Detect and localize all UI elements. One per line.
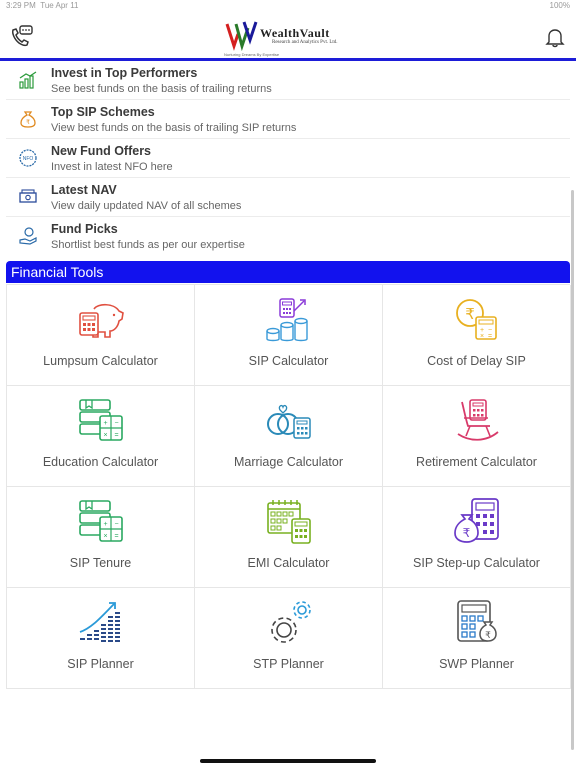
tool-marriage-calculator[interactable]: [195, 386, 383, 487]
tool-education-calculator[interactable]: [7, 386, 195, 487]
tool-retirement-calculator[interactable]: [383, 386, 571, 487]
list-item-desc: See best funds on the basis of trailing returns: [51, 83, 272, 95]
svg-text:+: +: [479, 327, 485, 334]
tool-cost-of-delay-sip[interactable]: [383, 285, 571, 386]
list-item-title: New Fund Offers: [51, 144, 152, 158]
tool-label: SWP Planner: [439, 657, 514, 671]
tool-label: Education Calculator: [42, 455, 159, 469]
tool-swp-planner[interactable]: [383, 588, 571, 689]
list-item-fund-picks[interactable]: [6, 217, 570, 256]
rocking-chair-icon: [452, 396, 502, 444]
tool-label: Marriage Calculator: [233, 455, 344, 469]
svg-text:NFO: NFO: [22, 156, 34, 162]
piggy-calculator-icon: [76, 295, 126, 343]
list-item-top-sip-schemes[interactable]: [6, 100, 570, 139]
tool-sip-stepup-calculator[interactable]: [383, 487, 571, 588]
cash-stack-icon: [18, 187, 38, 207]
list-item-invest-top-performers[interactable]: [6, 61, 570, 100]
tool-stp-planner[interactable]: [195, 588, 383, 689]
hand-coin-icon: [18, 226, 38, 246]
tool-emi-calculator[interactable]: [195, 487, 383, 588]
tool-label: Lumpsum Calculator: [43, 354, 158, 368]
svg-text:−: −: [114, 420, 119, 427]
list-item-desc: Shortlist best funds as per our expertise: [51, 239, 245, 251]
tool-sip-planner[interactable]: [7, 588, 195, 689]
brand-name: WealthVault: [260, 26, 330, 40]
books-calculator-icon: [76, 497, 126, 545]
list-item-title: Top SIP Schemes: [51, 105, 155, 119]
tool-label: Cost of Delay SIP: [427, 354, 526, 368]
tool-sip-tenure[interactable]: [7, 487, 195, 588]
gears-icon: [264, 598, 314, 646]
tool-label: SIP Calculator: [248, 354, 329, 368]
app-header: [0, 12, 576, 60]
list-item-latest-nav[interactable]: [6, 178, 570, 217]
brand-subtitle: Research and Analytics Pvt. Ltd.: [272, 40, 338, 45]
status-battery: 100%: [549, 1, 570, 10]
financial-tools-grid: [6, 284, 570, 689]
svg-text:₹: ₹: [462, 526, 471, 540]
list-item-title: Fund Picks: [51, 222, 118, 236]
phone-chat-icon[interactable]: [8, 24, 34, 50]
svg-text:=: =: [487, 333, 493, 340]
bell-icon[interactable]: [544, 26, 566, 48]
rupee-coin-calculator-icon: [452, 295, 502, 343]
bar-growth-icon: [76, 598, 126, 646]
svg-text:=: =: [114, 533, 119, 540]
tool-label: SIP Tenure: [69, 556, 132, 570]
calendar-calculator-icon: [264, 497, 314, 545]
list-item-desc: View best funds on the basis of trailing SIP returns: [51, 122, 297, 134]
status-time: 3:29 PM Tue Apr 11: [6, 1, 79, 10]
scrollbar[interactable]: [571, 190, 574, 750]
tool-lumpsum-calculator[interactable]: [7, 285, 195, 386]
svg-text:×: ×: [479, 333, 485, 340]
svg-text:+: +: [103, 521, 108, 528]
money-bag-icon: [18, 109, 38, 129]
tool-label: SIP Step-up Calculator: [413, 556, 540, 570]
svg-text:−: −: [487, 327, 493, 334]
svg-text:₹: ₹: [485, 630, 491, 640]
brand-tagline: Nurturing Dreams By Expertise: [224, 52, 280, 57]
tool-label: SIP Planner: [67, 657, 134, 671]
list-item-desc: Invest in latest NFO here: [51, 161, 173, 173]
svg-text:−: −: [114, 521, 119, 528]
section-title: Financial Tools: [11, 264, 104, 280]
svg-text:×: ×: [103, 432, 108, 439]
bag-calculator-icon: [452, 497, 502, 545]
tool-sip-calculator[interactable]: [195, 285, 383, 386]
tool-label: EMI Calculator: [247, 556, 330, 570]
list-item-title: Latest NAV: [51, 183, 117, 197]
svg-text:×: ×: [103, 533, 108, 540]
tool-label: STP Planner: [253, 657, 324, 671]
tool-label: Retirement Calculator: [416, 455, 537, 469]
svg-text:+: +: [103, 420, 108, 427]
svg-text:₹: ₹: [26, 120, 30, 126]
brand-logo: [224, 18, 364, 58]
status-bar: [0, 0, 576, 12]
list-item-desc: View daily updated NAV of all schemes: [51, 200, 242, 212]
chart-coins-icon: [18, 70, 38, 90]
list-item-title: Invest in Top Performers: [51, 66, 198, 80]
rings-calculator-icon: [264, 396, 314, 444]
books-calculator-icon: [76, 396, 126, 444]
calculator-rupee-icon: [452, 598, 502, 646]
coins-growth-calculator-icon: [264, 295, 314, 343]
svg-text:₹: ₹: [465, 306, 475, 323]
list-item-new-fund-offers[interactable]: [6, 139, 570, 178]
nfo-badge-icon: [18, 148, 38, 168]
quick-links-list: [6, 61, 570, 256]
logo-mark-icon: [224, 18, 258, 52]
home-indicator[interactable]: [200, 759, 376, 763]
svg-text:=: =: [114, 432, 119, 439]
financial-tools-header: [6, 261, 570, 283]
